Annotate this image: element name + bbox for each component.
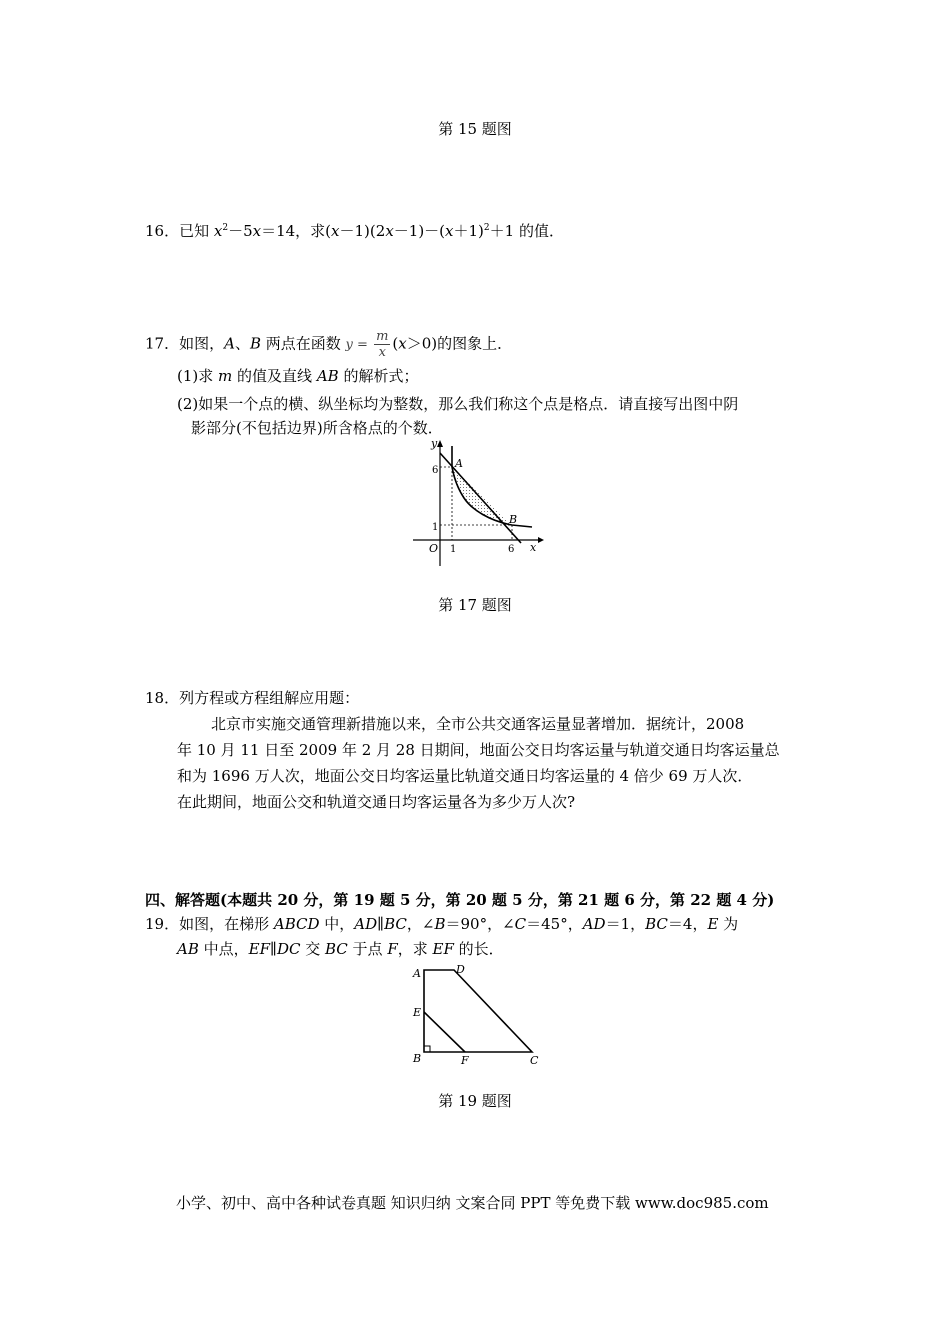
figure-15-caption: 第 15 题图 <box>438 120 512 138</box>
question-number: 19． <box>145 915 180 933</box>
question-17-stem: 17．如图，A、B 两点在函数 y = $\frac{m}{x}$ (x＞0)的图象上． <box>145 329 513 360</box>
question-number: 16． <box>145 222 180 240</box>
tick-label-y-1: 1 <box>432 522 439 533</box>
figure-17-graph <box>405 436 545 571</box>
question-18-title: 18．列方程或方程组解应用题： <box>145 689 360 707</box>
question-16: 16．已知 $x^2-5x=14$，求$(x-1)(2x-1)-(x+1)^2+1$ 的值． <box>145 222 564 240</box>
question-18-line-1: 北京市实施交通管理新措施以来，全市公共交通客运量显著增加．据统计，2008 <box>211 715 745 733</box>
question-17-part-2-line-1: (2)如果一个点的横、纵坐标均为整数，那么我们称这个点是格点．请直接写出图中阴 <box>177 395 739 413</box>
question-number: 18． <box>145 689 180 707</box>
tick-label-x-6: 6 <box>508 544 515 555</box>
label-O: O <box>429 542 439 555</box>
label-y: y <box>431 437 438 450</box>
label-F: F <box>461 1054 469 1067</box>
tick-label-x-1: 1 <box>450 544 457 555</box>
fraction-m-over-x: $\frac{m}{x}$ <box>376 329 389 360</box>
label-B: B <box>509 513 518 526</box>
y-axis-arrow-icon <box>437 440 443 447</box>
question-18-line-3: 和为 1696 万人次，地面公交日均客运量比轨道交通日均客运量的 4 倍少 69 万人次． <box>177 767 753 785</box>
x-axis-arrow-icon <box>538 537 544 543</box>
question-17-part-2-line-2: 影部分(不包括边界)所含格点的个数． <box>191 419 443 437</box>
figure-19-trapezoid <box>405 960 550 1070</box>
question-18-line-4: 在此期间，地面公交和轨道交通日均客运量各为多少万人次? <box>177 793 576 811</box>
question-19-line-2: AB 中点，EF∥DC 交 BC 于点 F，求 EF 的长． <box>177 940 504 958</box>
label-x: x <box>530 541 537 554</box>
label-B: B <box>413 1052 422 1065</box>
question-number: 17． <box>145 334 180 353</box>
label-C: C <box>530 1054 539 1067</box>
tick-label-y-6: 6 <box>432 465 439 476</box>
question-17-part-1: (1)求 m 的值及直线 AB 的解析式； <box>177 367 419 385</box>
label-D: D <box>456 963 465 976</box>
label-E: E <box>413 1006 422 1019</box>
figure-19-caption: 第 19 题图 <box>438 1092 512 1110</box>
footer-text: 小学、初中、高中各种试卷真题 知识归纳 文案合同 PPT 等免费下载 www.doc985.com <box>176 1194 769 1212</box>
question-19-line-1: 19．如图，在梯形 ABCD 中，AD∥BC，∠B＝90°，∠C＝45°，AD＝1，BC＝4，E 为 <box>145 915 739 933</box>
question-18-line-2: 年 10 月 11 日至 2009 年 2 月 28 日期间，地面公交日均客运量与轨道交通日均客运量总 <box>177 741 780 759</box>
label-A: A <box>413 967 421 980</box>
right-angle-mark <box>424 1046 430 1052</box>
line-AB <box>440 453 521 543</box>
section-4-heading: 四、解答题(本题共 20 分，第 19 题 5 分，第 20 题 5 分，第 21 题 6 分，第 22 题 4 分) <box>145 891 775 909</box>
label-A: A <box>455 457 463 470</box>
figure-17-caption: 第 17 题图 <box>438 596 512 614</box>
trapezoid-ABCD <box>424 970 532 1052</box>
